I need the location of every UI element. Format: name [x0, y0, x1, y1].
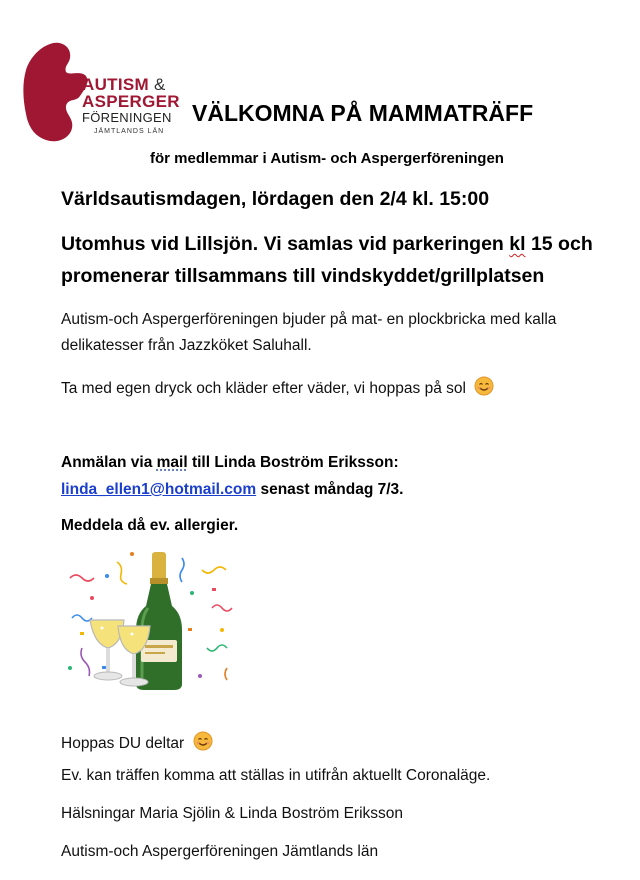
page-title: VÄLKOMNA PÅ MAMMATRÄFF: [192, 100, 534, 126]
event-place-line-2: promenerar tillsammans till vindskyddet/grillplatsen: [61, 265, 545, 287]
logo-wordmark: AUTISM & ASPERGER FÖRENINGEN JÄMTLANDS LÄN: [82, 75, 180, 135]
smiley-icon: [193, 731, 213, 751]
smiley-icon: [474, 376, 494, 396]
organization-logo: [20, 40, 180, 150]
allergies-note: Meddela då ev. allergier.: [61, 517, 239, 534]
event-place-line-1: Utomhus vid Lillsjön. Vi samlas vid parkeringen kl 15 och: [61, 233, 593, 255]
corona-note: Ev. kan träffen komma att ställas in utifrån aktuellt Coronaläge.: [61, 767, 491, 784]
greetings: Hälsningar Maria Sjölin & Linda Boström Eriksson: [61, 805, 404, 822]
subtitle: för medlemmar i Autism- och Aspergerföreningen: [150, 150, 504, 167]
spellcheck-word: kl: [509, 233, 526, 255]
email-link[interactable]: linda_ellen1@hotmail.com: [61, 481, 257, 498]
signup-line: Anmälan via mail till Linda Boström Eriksson:: [61, 454, 399, 471]
offer-line-1: Autism-och Aspergerföreningen bjuder på mat- en plockbricka med kalla: [61, 311, 557, 328]
signup-email-line: linda_ellen1@hotmail.com senast måndag 7/3.: [61, 481, 404, 498]
hope-line: Hoppas DU deltar: [61, 731, 213, 753]
champagne-illustration: [62, 548, 242, 694]
organization-signature: Autism-och Aspergerföreningen Jämtlands län: [61, 843, 379, 860]
bring-line: Ta med egen dryck och kläder efter väder, vi hoppas på sol: [61, 376, 494, 398]
event-date: Världsautismdagen, lördagen den 2/4 kl. 15:00: [61, 188, 490, 210]
offer-line-2: delikatesser från Jazzköket Saluhall.: [61, 337, 312, 354]
puzzle-logo-icon: [20, 40, 90, 145]
